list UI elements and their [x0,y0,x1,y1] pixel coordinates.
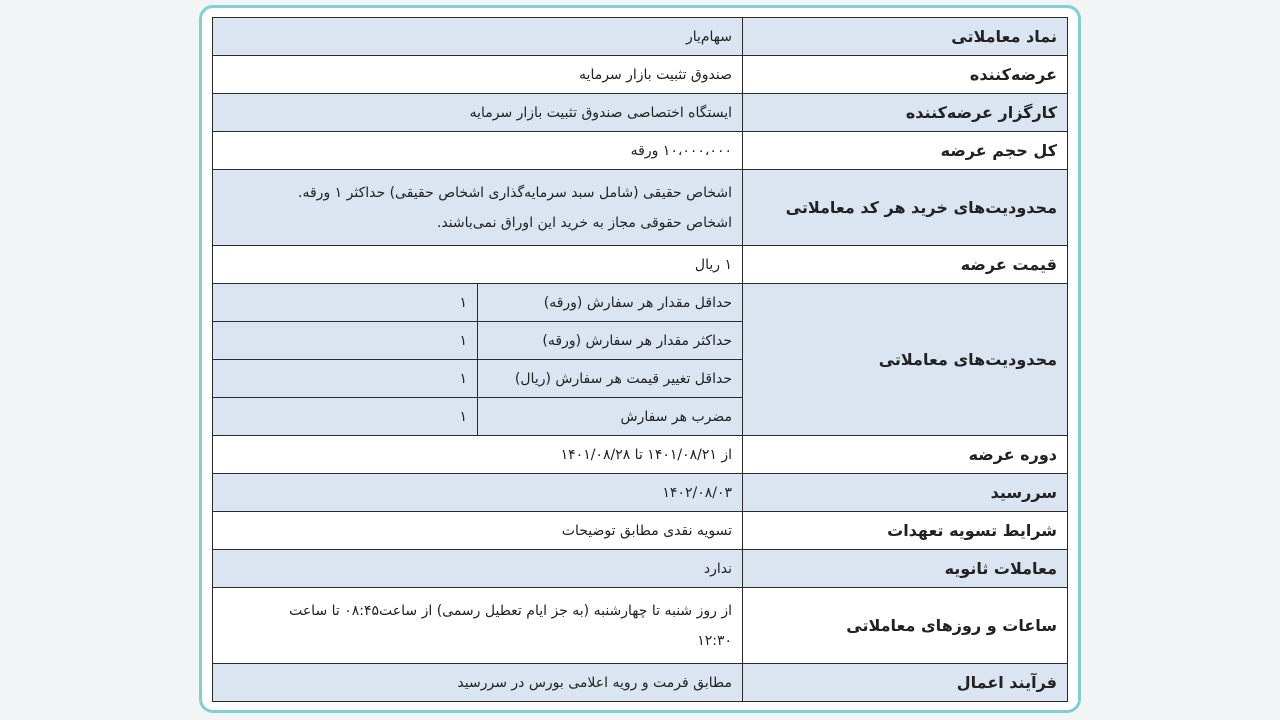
maturity-value: ۱۴۰۲/۰۸/۰۳ [213,474,743,512]
table-row [213,132,1068,170]
trade-limit-item-label: حداقل تغییر قیمت هر سفارش (ریال) [478,360,743,398]
table-row [213,664,1068,702]
table-row [213,170,1068,246]
symbol-label: نماد معاملاتی [743,18,1068,56]
table-row [213,474,1068,512]
buy-limits-value [213,170,743,246]
offer-period-label: دوره عرضه [743,436,1068,474]
trade-limit-item-label: حداقل مقدار هر سفارش (ورقه) [478,284,743,322]
table-row [213,550,1068,588]
table-row [213,284,1068,322]
buy-limits-label: محدودیت‌های خرید هر کد معاملاتی [743,170,1068,246]
trading-hours-line-1: از روز شنبه تا چهارشنبه (به جز ایام تعطیل رسمی) از ساعت۰۸:۴۵ تا ساعت [289,602,732,619]
offering-spec-table [212,17,1068,702]
settlement-label: شرایط تسویه تعهدات [743,512,1068,550]
total-volume-label: کل حجم عرضه [743,132,1068,170]
trading-hours-value [213,588,743,664]
document-frame [199,5,1081,713]
table-row [213,512,1068,550]
trade-limit-item-value: ۱ [213,398,478,436]
table-row [213,588,1068,664]
trading-hours-line-2: ۱۲:۳۰ [697,632,732,649]
table-row [213,94,1068,132]
trade-limit-item-label: مضرب هر سفارش [478,398,743,436]
table-row [213,436,1068,474]
secondary-trading-value: ندارد [213,550,743,588]
trade-limit-item-value: ۱ [213,322,478,360]
offer-price-label: قیمت عرضه [743,246,1068,284]
broker-label: کارگزار عرضه‌کننده [743,94,1068,132]
total-volume-value: ۱۰،۰۰۰،۰۰۰ ورقه [213,132,743,170]
trade-limits-label: محدودیت‌های معاملاتی [743,284,1068,436]
issuer-label: عرضه‌کننده [743,56,1068,94]
trade-limit-item-label: حداکثر مقدار هر سفارش (ورقه) [478,322,743,360]
table-row [213,56,1068,94]
buy-limits-line-2: اشخاص حقوقی مجاز به خرید این اوراق نمی‌باشند. [436,214,732,231]
issuer-value: صندوق تثبیت بازار سرمایه [213,56,743,94]
secondary-trading-label: معاملات ثانویه [743,550,1068,588]
offer-period-value: از ۱۴۰۱/۰۸/۲۱ تا ۱۴۰۱/۰۸/۲۸ [213,436,743,474]
table-row [213,246,1068,284]
exercise-process-value: مطابق فرمت و رویه اعلامی بورس در سررسید [213,664,743,702]
maturity-label: سررسید [743,474,1068,512]
broker-value: ایستگاه اختصاصی صندوق تثبیت بازار سرمایه [213,94,743,132]
buy-limits-line-1: اشخاص حقیقی (شامل سبد سرمایه‌گذاری اشخاص حقیقی) حداکثر ۱ ورقه. [298,184,732,201]
trading-hours-label: ساعات و روزهای معاملاتی [743,588,1068,664]
exercise-process-label: فرآیند اعمال [743,664,1068,702]
symbol-value: سهام‌یار [213,18,743,56]
offer-price-value: ۱ ریال [213,246,743,284]
table-row [213,18,1068,56]
trade-limit-item-value: ۱ [213,284,478,322]
settlement-value: تسویه نقدی مطابق توضیحات [213,512,743,550]
trade-limit-item-value: ۱ [213,360,478,398]
